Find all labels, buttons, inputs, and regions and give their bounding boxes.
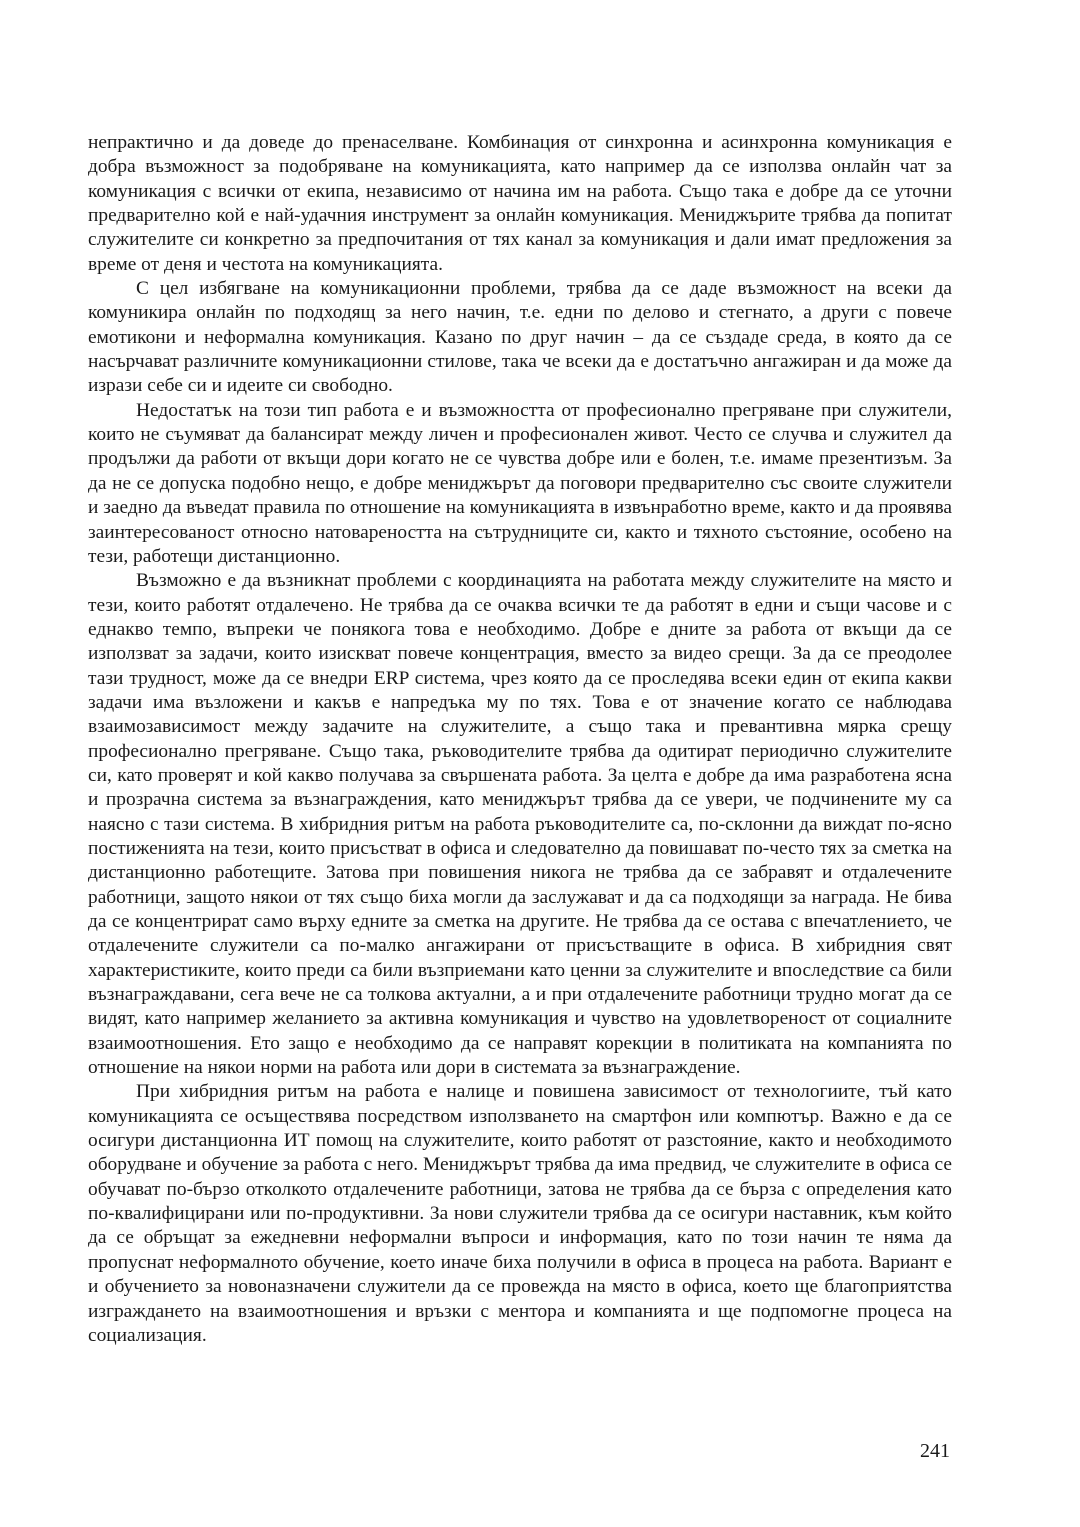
paragraph-4: Възможно е да възникнат проблеми с координацията на работата между служителите на място и тези, които работят отдалечено. Не трябва да се очаква всички те да работят в едни и същи часове и с еднакво темпо, въпреки че понякога това е необходимо. Добре е дните за работа от вкъщи да се използват за задачи, които изискват повече концентрация, вместо за видео срещи. За да се преодолее тази трудност, може да се внедри ERP система, чрез която да се проследява всеки един от екипа какви задачи има възложени и какъв е напредъка му по тях. Това е от значение когато се наблюдава взаимозависимост между задачите на служителите, а също така и превантивна мярка срещу професионално прегряване. Също така, ръководителите трябва да одитират периодично служителите си, като проверят и кой какво получава за свършената работа. За целта е добре да има разработена ясна и прозрачна система за възнаграждения, като мениджърът трябва да се увери, че подчинените му са наясно с тази система. В хибридния ритъм на работа ръководителите са, по-склонни да виждат по-ясно постиженията на тези, които присъстват в офиса и следователно да повишават по-често тях за сметка на дистанционно работещите. Затова при повишения никога не трябва да се забравят и отдалечените работници, защото някои от тях също биха могли да заслужават и да са подходящи за награда. Не бива да се концентрират само върху едните за сметка на другите. Не трябва да се остава с впечатлението, че отдалечените служители са по-малко ангажирани от присъстващите в офиса. В хибридния свят характеристиките, които преди са били възприемани като ценни за служителите и впоследствие са били възнаграждавани, сега вече не са толкова актуални, а и при отдалечените работници трудно могат да се видят, като например желанието за активна комуникация и чувство на удовлетвореност от социалните взаимоотношения. Ето защо е необходимо да се направят корекции в политиката на компанията по отношение на някои норми на работа или дори в системата за възнаграждение.: [88, 570, 952, 1079]
paragraph-5: При хибридния ритъм на работа е налице и повишена зависимост от технологиите, тъй като комуникацията се осъществява посредством използването на смартфон или компютър. Важно е да се осигури дистанционна ИТ помощ на служителите, които работят от разстояние, както и необходимото оборудване и обучение за работа с него. Мениджърът трябва да има предвид, че служителите в офиса се обучават по-бързо отколкото отдалечените работници, затова не трябва да се бърза с определения като по-квалифицирани или по-продуктивни. За нови служители трябва да се осигури наставник, към който да се обръщат за ежедневни неформални въпроси и информация, като по този начин те няма да пропуснат неформалното обучение, което иначе биха получили в офиса в процеса на работа. Вариант е и обучението за новоназначени служители да се провежда на място в офиса, което ще благоприятства изграждането на взаимоотношения и връзки с ментора и компанията и ще подпомогне процеса на социализация.: [88, 1081, 952, 1346]
paragraph-1: непрактично и да доведе до пренаселване. Комбинация от синхронна и асинхронна комуникация е добра възможност за подобряване на комуникацията, като например да се използва онлайн чат за комуникация с всички от екипа, независимо от начина им на работа. Също така е добре да се уточни предварително кой е най-удачния инструмент за онлайн комуникация. Мениджърите трябва да попитат служителите си конкретно за предпочитания от тях канал за комуникация и дали имат предложения за време от деня и честота на комуникацията.: [88, 132, 952, 275]
body-text: [88, 131, 952, 1348]
paragraph-3: Недостатък на този тип работа е и възможността от професионално прегряване при служители, които не съумяват да балансират между личен и професионален живот. Често се случва и служител да продължи да работи от вкъщи дори когато не се чувства добре или е болен, т.е. имаме презентизъм. За да не се допуска подобно нещо, е добре мениджърът да поговори предварително със своите служители и заедно да въведат правила по отношение на комуникацията в извънработно време, както и да проявява заинтересованост относно натовареността на сътрудниците си, както и тяхното състояние, особено на тези, работещи дистанционно.: [88, 399, 952, 567]
page-number: 241: [920, 1440, 950, 1462]
paragraph-2: С цел избягване на комуникационни проблеми, трябва да се даде възможност на всеки да комуникира онлайн по подходящ за него начин, т.е. едни по делово и стегнато, а други с повече емотикони и неформална комуникация. Казано по друг начин – да се създаде среда, в която да се насърчават различните комуникационни стилове, така че всеки да е достатъчно ангажиран и да може да изрази себе си и идеите си свободно.: [88, 278, 952, 397]
